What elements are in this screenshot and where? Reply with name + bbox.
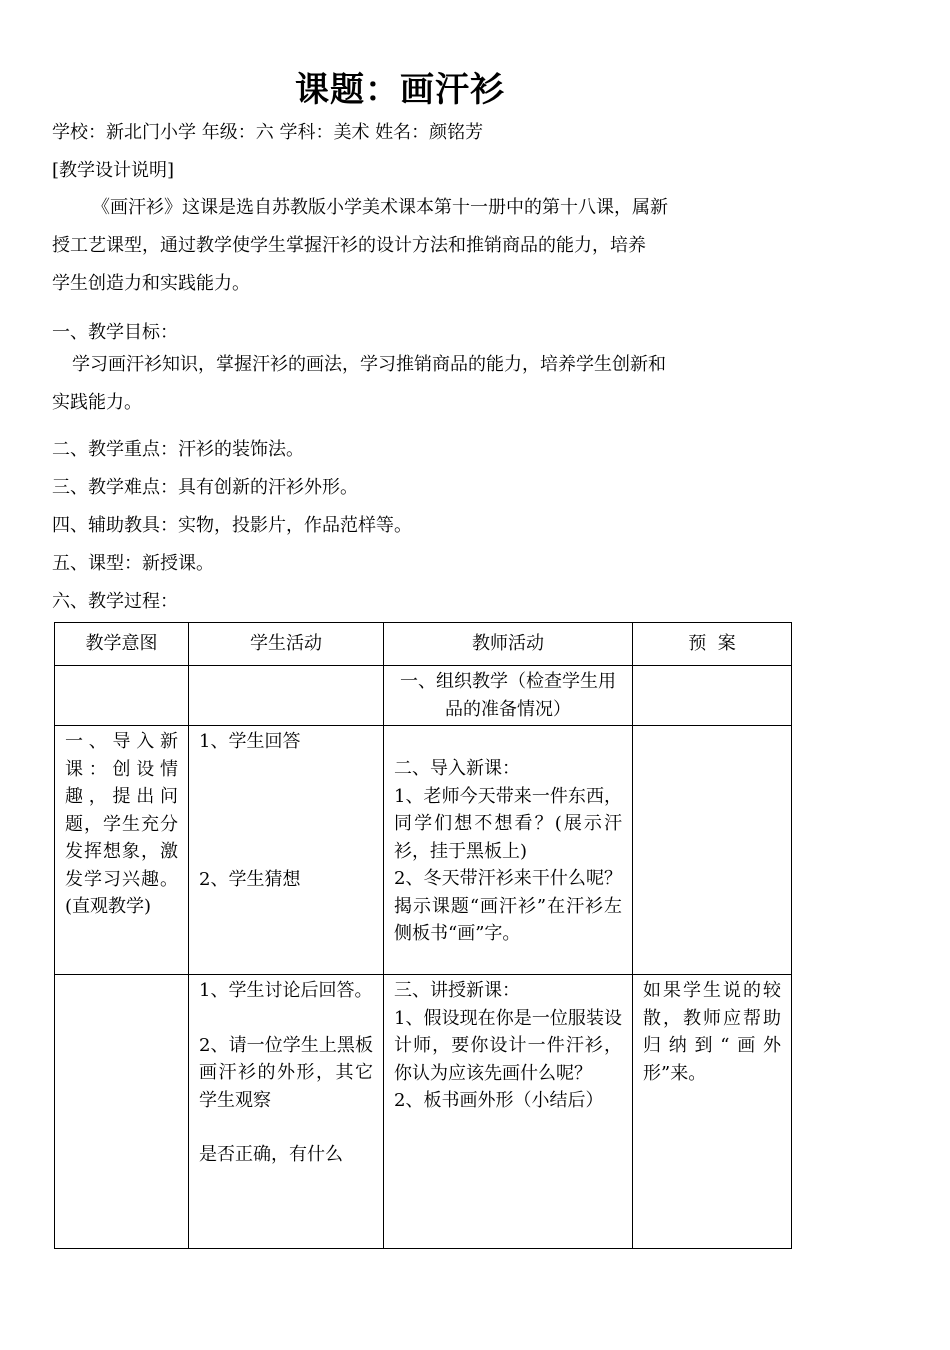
teacher-activity: 1、老师今天带来一件东西，同学们想不想看？(展示汗衫，挂于黑板上) — [394, 785, 622, 862]
table-row — [55, 726, 792, 975]
student-cell — [189, 975, 384, 1249]
design-label: [教学设计说明] — [52, 160, 175, 181]
table-header-row — [55, 623, 792, 666]
student-activity: 2、请一位学生上黑板画汗衫的外形，其它学生观察 — [199, 1034, 373, 1111]
header-plan: 预 案 — [633, 623, 792, 666]
plan-cell: 如果学生说的较散，教师应帮助归纳到“画外形”来。 — [633, 975, 792, 1249]
key-point: 二、教学重点：汗衫的装饰法。 — [52, 439, 304, 460]
info-line: 学校：新北门小学 年级：六 学科：美术 姓名：颜铭芳 — [52, 122, 484, 143]
teacher-activity: 2、板书画外形（小结后） — [394, 1090, 604, 1111]
header-intent: 教学意图 — [55, 623, 189, 666]
lesson-type: 五、课型：新授课。 — [52, 553, 214, 574]
student-activity: 2、学生猜想 — [199, 868, 301, 890]
teacher-activity: 三、讲授新课： — [394, 980, 520, 1001]
teacher-cell — [384, 975, 633, 1249]
table-row — [55, 975, 792, 1249]
teaching-aids: 四、辅助教具：实物，投影片，作品范样等。 — [52, 515, 412, 536]
student-cell — [189, 666, 384, 726]
student-activity: 1、学生讨论后回答。 — [199, 980, 373, 1001]
teacher-activity: 1、假设现在你是一位服装设计师，要你设计一件汗衫，你认为应该先画什么呢？ — [394, 1007, 622, 1084]
teacher-cell: 一、组织教学（检查学生用品的准备情况） — [384, 666, 633, 726]
teacher-activity: 二、导入新课： — [394, 758, 520, 779]
goals-line: 学习画汗衫知识，掌握汗衫的画法，学习推销商品的能力，培养学生创新和 — [72, 354, 666, 375]
intent-cell — [55, 975, 189, 1249]
page-title: 课题：画汗衫 — [295, 70, 505, 110]
difficulty: 三、教学难点：具有创新的汗衫外形。 — [52, 477, 358, 498]
student-cell — [189, 726, 384, 975]
header-student: 学生活动 — [189, 623, 384, 666]
intent-cell — [55, 666, 189, 726]
intent-cell: 一、导入新课：创设情趣，提出问题，学生充分发挥想象，激发学习兴趣。(直观教学) — [55, 726, 189, 975]
teacher-cell — [384, 726, 633, 975]
teacher-activity: 2、冬天带汗衫来干什么呢？揭示课题“画汗衫”在汗衫左侧板书“画”字。 — [394, 868, 622, 944]
table-row — [55, 666, 792, 726]
goals-paragraph — [52, 346, 752, 422]
header-teacher: 教师活动 — [384, 623, 633, 666]
student-activity: 1、学生回答 — [199, 731, 301, 752]
intro-paragraph — [52, 189, 752, 303]
goals-label: 一、教学目标： — [52, 322, 178, 343]
process-label: 六、教学过程： — [52, 591, 178, 612]
intro-line: 学生创造力和实践能力。 — [52, 273, 250, 294]
process-table — [54, 622, 792, 1249]
intro-line: 授工艺课型，通过教学使学生掌握汗衫的设计方法和推销商品的能力，培养 — [52, 235, 646, 256]
student-activity: 是否正确，有什么 — [199, 1144, 343, 1165]
plan-cell — [633, 666, 792, 726]
plan-cell — [633, 726, 792, 975]
goals-line: 实践能力。 — [52, 392, 142, 413]
intro-line: 《画汗衫》这课是选自苏教版小学美术课本第十一册中的第十八课，属新 — [92, 197, 668, 218]
